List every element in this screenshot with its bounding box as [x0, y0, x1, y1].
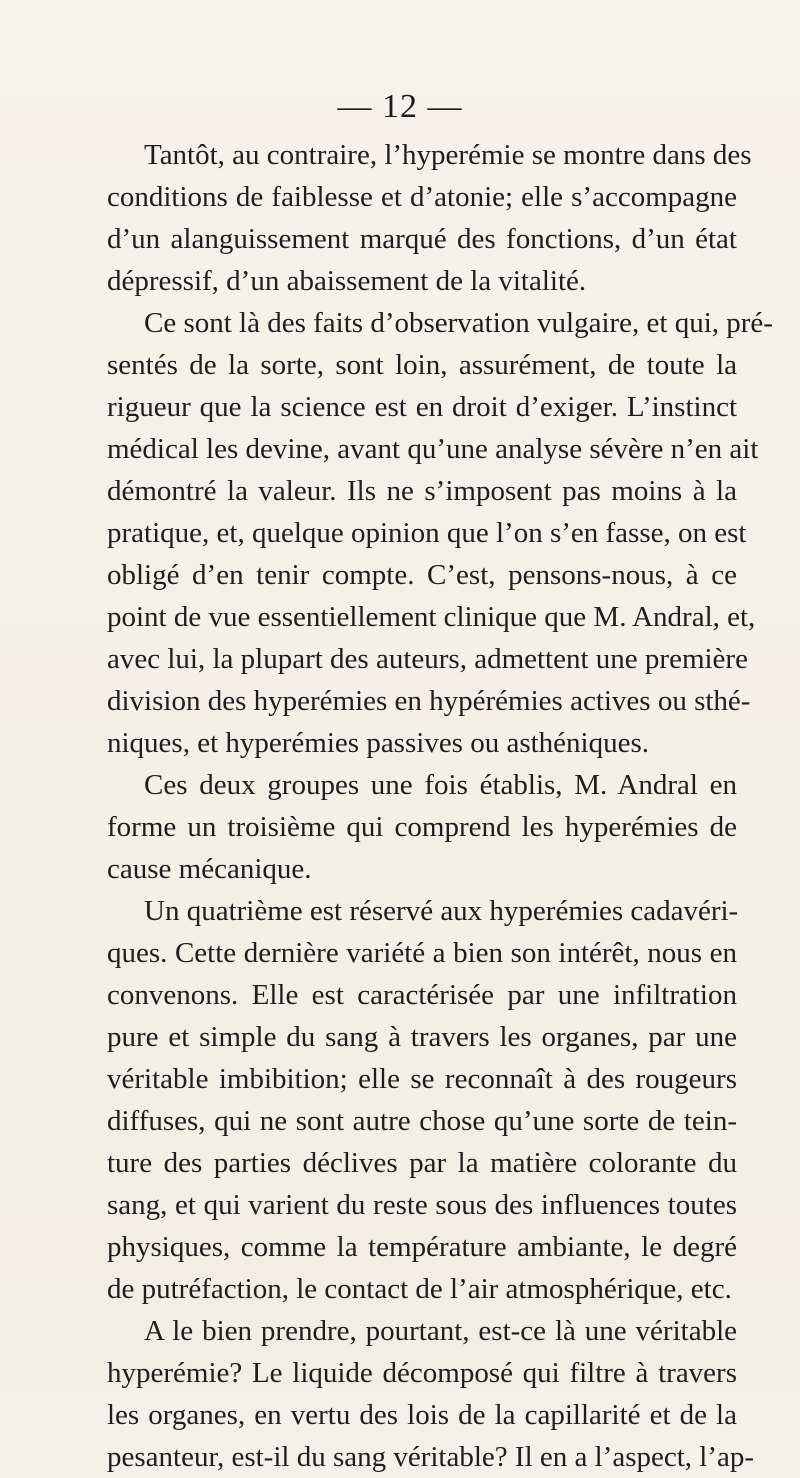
- text-line: Ce sont là des faits d’observation vulgaire, et qui, pré-: [144, 307, 773, 339]
- text-line: rigueur que la science est en droit d’exiger. L’instinct: [107, 391, 737, 423]
- text-line: diffuses, qui ne sont autre chose qu’une sorte de tein-: [107, 1105, 737, 1137]
- text-line: convenons. Elle est caractérisée par une infiltration: [107, 979, 737, 1011]
- text-line: médical les devine, avant qu’une analyse sévère n’en ait: [107, 433, 759, 465]
- text-line: pratique, et, quelque opinion que l’on s’en fasse, on est: [107, 517, 747, 549]
- text-line: de putréfaction, le contact de l’air atmosphérique, etc.: [107, 1273, 732, 1305]
- text-line: démontré la valeur. Ils ne s’imposent pas moins à la: [107, 475, 737, 507]
- text-line: cause mécanique.: [107, 853, 312, 885]
- text-line: pesanteur, est-il du sang véritable? Il en a l’aspect, l’ap-: [107, 1441, 755, 1473]
- text-line: division des hyperémies en hypérémies actives ou sthé-: [107, 685, 751, 717]
- text-line: pure et simple du sang à travers les organes, par une: [107, 1021, 737, 1053]
- body-text: [107, 134, 773, 1478]
- text-line: point de vue essentiellement clinique que M. Andral, et,: [107, 601, 756, 633]
- text-line: véritable imbibition; elle se reconnaît à des rougeurs: [107, 1063, 737, 1095]
- text-line: obligé d’en tenir compte. C’est, pensons-nous, à ce: [107, 559, 737, 591]
- page-number: — 12 —: [337, 88, 463, 125]
- text-line: hyperémie? Le liquide décomposé qui filtre à travers: [107, 1357, 737, 1389]
- text-line: ture des parties déclives par la matière colorante du: [107, 1147, 737, 1179]
- text-line: niques, et hyperémies passives ou asthéniques.: [107, 727, 650, 759]
- text-line: les organes, en vertu des lois de la capillarité et de la: [107, 1399, 737, 1431]
- text-line: sentés de la sorte, sont loin, assurément, de toute la: [107, 349, 737, 381]
- text-line: d’un alanguissement marqué des fonctions, d’un état: [107, 223, 737, 255]
- text-line: ques. Cette dernière variété a bien son intérêt, nous en: [107, 937, 737, 969]
- text-line: Un quatrième est réservé aux hyperémies cadavéri-: [144, 895, 739, 927]
- text-line: conditions de faiblesse et d’atonie; elle s’accompagne: [107, 181, 737, 213]
- text-line: Ces deux groupes une fois établis, M. Andral en: [144, 769, 737, 801]
- text-line: physiques, comme la température ambiante, le degré: [107, 1231, 737, 1263]
- text-line: sang, et qui varient du reste sous des influences toutes: [107, 1189, 737, 1221]
- text-line: avec lui, la plupart des auteurs, admettent une première: [107, 643, 748, 675]
- text-line: dépressif, d’un abaissement de la vitalité.: [107, 265, 587, 297]
- text-line: A le bien prendre, pourtant, est-ce là une véritable: [144, 1315, 737, 1347]
- text-line: Tantôt, au contraire, l’hyperémie se montre dans des: [144, 139, 752, 171]
- text-line: forme un troisième qui comprend les hyperémies de: [107, 811, 737, 843]
